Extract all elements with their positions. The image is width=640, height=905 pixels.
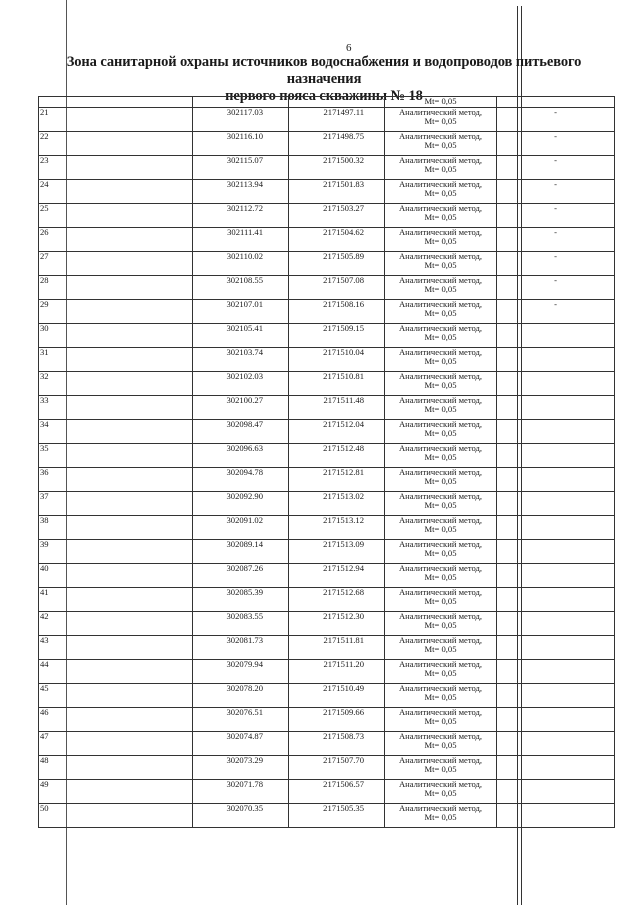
cell-method <box>385 563 497 587</box>
method-name: Аналитический метод, <box>398 659 483 669</box>
method-name: Аналитический метод, <box>398 707 483 717</box>
method-name: Аналитический метод, <box>398 395 483 405</box>
cell-note <box>497 443 615 467</box>
cell-y: 2171508.73 <box>289 731 385 755</box>
cell-num: 40 <box>39 563 193 587</box>
cell-num: 21 <box>39 107 193 131</box>
method-accuracy: Мt= 0,05 <box>424 332 457 342</box>
cell-x: 302087.26 <box>193 563 289 587</box>
cell-note <box>497 563 615 587</box>
cell-x: 302073.29 <box>193 755 289 779</box>
method-name: Аналитический метод, <box>398 155 483 165</box>
method-accuracy: Мt= 0,05 <box>424 500 457 510</box>
method-name: Аналитический метод, <box>398 347 483 357</box>
cell-note: - <box>497 179 615 203</box>
table-row <box>39 371 615 395</box>
cell-num: 34 <box>39 419 193 443</box>
method-accuracy: Мt= 0,05 <box>424 356 457 366</box>
cell-method <box>385 347 497 371</box>
cell-note <box>497 635 615 659</box>
cell-y: 2171505.35 <box>289 803 385 827</box>
cell-num: 36 <box>39 467 193 491</box>
cell-x: 302089.14 <box>193 539 289 563</box>
cell-note <box>497 539 615 563</box>
cell-num: 22 <box>39 131 193 155</box>
cell-x: 302108.55 <box>193 275 289 299</box>
cell-num: 44 <box>39 659 193 683</box>
table-row <box>39 587 615 611</box>
method-accuracy: Мt= 0,05 <box>424 164 457 174</box>
method-accuracy: Мt= 0,05 <box>424 284 457 294</box>
cell-y: 2171510.49 <box>289 683 385 707</box>
cell-y: 2171511.81 <box>289 635 385 659</box>
table-row <box>39 251 615 275</box>
method-name: Аналитический метод, <box>398 755 483 765</box>
cell-y: 2171511.20 <box>289 659 385 683</box>
method-name: Аналитический метод, <box>398 731 483 741</box>
cell-note: - <box>497 131 615 155</box>
cell-note <box>497 419 615 443</box>
cell-y: 2171513.02 <box>289 491 385 515</box>
cell-x: 302105.41 <box>193 323 289 347</box>
table-row <box>39 203 615 227</box>
method-name: Аналитический метод, <box>398 179 483 189</box>
cell-note: - <box>497 299 615 323</box>
cell-x: 302107.01 <box>193 299 289 323</box>
cell-method <box>385 107 497 131</box>
cell-method <box>385 251 497 275</box>
cell-y: 2171497.11 <box>289 107 385 131</box>
table-row <box>39 563 615 587</box>
table-row <box>39 539 615 563</box>
method-name: Аналитический метод, <box>398 203 483 213</box>
cell-y: 2171510.81 <box>289 371 385 395</box>
method-accuracy: Мt= 0,05 <box>424 452 457 462</box>
cell-num: 30 <box>39 323 193 347</box>
cell-note <box>497 683 615 707</box>
cell-x: 302113.94 <box>193 179 289 203</box>
table-row <box>39 155 615 179</box>
cell-num: 26 <box>39 227 193 251</box>
cell-y: 2171505.89 <box>289 251 385 275</box>
cell-note: - <box>497 203 615 227</box>
coordinates-table-wrapper <box>38 96 614 828</box>
method-accuracy: Мt= 0,05 <box>424 716 457 726</box>
method-accuracy: Мt= 0,05 <box>424 380 457 390</box>
method-accuracy: Мt= 0,05 <box>424 404 457 414</box>
cell-x: 302070.35 <box>193 803 289 827</box>
method-name: Аналитический метод, <box>398 635 483 645</box>
cell-y: 2171501.83 <box>289 179 385 203</box>
cell-note: - <box>497 227 615 251</box>
cell-y: 2171507.08 <box>289 275 385 299</box>
table-row <box>39 659 615 683</box>
cell-note <box>497 491 615 515</box>
cell-note <box>497 323 615 347</box>
cell-method <box>385 779 497 803</box>
table-row <box>39 803 615 827</box>
method-name: Аналитический метод, <box>398 683 483 693</box>
cell-num: 41 <box>39 587 193 611</box>
method-accuracy: Мt= 0,05 <box>424 812 457 822</box>
table-row <box>39 107 615 131</box>
table-row <box>39 395 615 419</box>
cell-num: 25 <box>39 203 193 227</box>
cell-note: - <box>497 251 615 275</box>
cell-num: 42 <box>39 611 193 635</box>
cell-num: 47 <box>39 731 193 755</box>
cell-method <box>385 803 497 827</box>
method-accuracy: Мt= 0,05 <box>424 644 457 654</box>
cell-note <box>497 97 615 108</box>
cell-y: 2171504.62 <box>289 227 385 251</box>
table-row <box>39 179 615 203</box>
cell-y: 2171512.48 <box>289 443 385 467</box>
method-accuracy: Мt= 0,05 <box>424 476 457 486</box>
cell-method <box>385 731 497 755</box>
cell-x: 302081.73 <box>193 635 289 659</box>
cell-note <box>497 395 615 419</box>
method-accuracy: Мt= 0,05 <box>424 764 457 774</box>
method-name: Аналитический метод, <box>398 443 483 453</box>
cell-method <box>385 179 497 203</box>
cell-x: 302078.20 <box>193 683 289 707</box>
cell-x: 302103.74 <box>193 347 289 371</box>
method-name: Аналитический метод, <box>398 227 483 237</box>
cell-note <box>497 779 615 803</box>
cell-y: 2171512.81 <box>289 467 385 491</box>
cell-num: 37 <box>39 491 193 515</box>
cell-num: 28 <box>39 275 193 299</box>
cell-x: 302112.72 <box>193 203 289 227</box>
cell-y: 2171513.12 <box>289 515 385 539</box>
cell-method <box>385 635 497 659</box>
cell-x: 302092.90 <box>193 491 289 515</box>
method-name: Аналитический метод, <box>398 299 483 309</box>
method-name: Аналитический метод, <box>398 539 483 549</box>
method-name: Аналитический метод, <box>398 467 483 477</box>
method-name: Аналитический метод, <box>398 131 483 141</box>
cell-y: 2171506.57 <box>289 779 385 803</box>
cell-x: 302102.03 <box>193 371 289 395</box>
coordinates-table-body <box>39 97 615 828</box>
cell-x: 302076.51 <box>193 707 289 731</box>
cell-x: 302098.47 <box>193 419 289 443</box>
cell-y: 2171512.30 <box>289 611 385 635</box>
table-row <box>39 419 615 443</box>
method-accuracy: Мt= 0,05 <box>424 236 457 246</box>
cell-method <box>385 515 497 539</box>
cell-note <box>497 347 615 371</box>
cell-note: - <box>497 275 615 299</box>
method-name: Аналитический метод, <box>398 803 483 813</box>
cell-num: 31 <box>39 347 193 371</box>
method-accuracy: Мt= 0,05 <box>424 620 457 630</box>
table-row <box>39 707 615 731</box>
cell-num: 43 <box>39 635 193 659</box>
cell-x: 302096.63 <box>193 443 289 467</box>
cell-method <box>385 419 497 443</box>
table-row <box>39 443 615 467</box>
cell-method <box>385 323 497 347</box>
method-accuracy: Мt= 0,05 <box>424 260 457 270</box>
cell-x: 302094.78 <box>193 467 289 491</box>
cell-method <box>385 227 497 251</box>
cell-y: 2171512.94 <box>289 563 385 587</box>
cell-method <box>385 131 497 155</box>
cell-y: 2171512.04 <box>289 419 385 443</box>
cell-x: 302083.55 <box>193 611 289 635</box>
cell-num: 49 <box>39 779 193 803</box>
method-name: Аналитический метод, <box>398 779 483 789</box>
cell-method <box>385 467 497 491</box>
method-accuracy: Мt= 0,05 <box>424 140 457 150</box>
method-accuracy: Мt= 0,05 <box>424 596 457 606</box>
cell-note <box>497 731 615 755</box>
cell-num: 46 <box>39 707 193 731</box>
cell-note <box>497 707 615 731</box>
method-name: Аналитический метод, <box>398 491 483 501</box>
cell-x: 302071.78 <box>193 779 289 803</box>
cell-method <box>385 539 497 563</box>
cell-method <box>385 203 497 227</box>
cell-method <box>385 707 497 731</box>
cell-num: 48 <box>39 755 193 779</box>
cell-x: 302091.02 <box>193 515 289 539</box>
cell-num: 24 <box>39 179 193 203</box>
cell-note <box>497 587 615 611</box>
cell-note <box>497 755 615 779</box>
cell-num: 45 <box>39 683 193 707</box>
cell-method <box>385 491 497 515</box>
cell-note: - <box>497 155 615 179</box>
table-row <box>39 731 615 755</box>
cell-method <box>385 659 497 683</box>
table-row <box>39 779 615 803</box>
table-row <box>39 299 615 323</box>
cell-y: 2171512.68 <box>289 587 385 611</box>
method-name: Аналитический метод, <box>398 419 483 429</box>
method-accuracy: Мt= 0,05 <box>424 212 457 222</box>
cell-note <box>497 371 615 395</box>
cell-num: 29 <box>39 299 193 323</box>
cell-y: 2171507.70 <box>289 755 385 779</box>
cell-num: 23 <box>39 155 193 179</box>
cell-method <box>385 299 497 323</box>
method-name: Аналитический метод, <box>398 323 483 333</box>
cell-method <box>385 275 497 299</box>
cell-note <box>497 515 615 539</box>
method-accuracy: Мt= 0,05 <box>424 788 457 798</box>
coordinates-table <box>38 96 615 828</box>
table-row <box>39 515 615 539</box>
method-accuracy: Мt= 0,05 <box>424 524 457 534</box>
title-line-2: первого пояса скважины № 18 <box>225 88 423 104</box>
table-row <box>39 611 615 635</box>
cell-x: 302115.07 <box>193 155 289 179</box>
cell-num <box>39 97 193 108</box>
method-name: Аналитический метод, <box>398 515 483 525</box>
cell-x <box>193 97 289 108</box>
cell-y: 2171498.75 <box>289 131 385 155</box>
method-name: Аналитический метод, <box>398 107 483 117</box>
method-accuracy: Мt= 0,05 <box>424 548 457 558</box>
table-row <box>39 227 615 251</box>
cell-y: 2171508.16 <box>289 299 385 323</box>
cell-note: - <box>497 107 615 131</box>
cell-method <box>385 587 497 611</box>
table-row <box>39 131 615 155</box>
table-row <box>39 683 615 707</box>
cell-x: 302111.41 <box>193 227 289 251</box>
cell-note <box>497 467 615 491</box>
table-row <box>39 467 615 491</box>
method-name: Аналитический метод, <box>398 611 483 621</box>
cell-y: 2171513.09 <box>289 539 385 563</box>
method-accuracy: Мt= 0,05 <box>424 428 457 438</box>
cell-x: 302079.94 <box>193 659 289 683</box>
cell-method <box>385 611 497 635</box>
cell-method <box>385 155 497 179</box>
cell-x: 302110.02 <box>193 251 289 275</box>
cell-y: 2171509.15 <box>289 323 385 347</box>
cell-y: 2171511.48 <box>289 395 385 419</box>
cell-y <box>289 97 385 108</box>
cell-method <box>385 683 497 707</box>
table-row <box>39 323 615 347</box>
cell-num: 50 <box>39 803 193 827</box>
cell-y: 2171500.32 <box>289 155 385 179</box>
cell-y: 2171510.04 <box>289 347 385 371</box>
method-accuracy: Мt= 0,05 <box>424 740 457 750</box>
table-row-continuation <box>39 97 615 108</box>
cell-num: 38 <box>39 515 193 539</box>
title-line-1: Зона санитарной охраны источников водоснабжения и водопроводов питьевого назначения <box>66 54 582 87</box>
cell-y: 2171509.66 <box>289 707 385 731</box>
cell-num: 33 <box>39 395 193 419</box>
cell-x: 302085.39 <box>193 587 289 611</box>
method-name: Аналитический метод, <box>398 587 483 597</box>
cell-method <box>385 371 497 395</box>
table-row <box>39 491 615 515</box>
cell-note <box>497 611 615 635</box>
method-accuracy: Мt= 0,05 <box>424 692 457 702</box>
method-name: Аналитический метод, <box>398 251 483 261</box>
cell-method: Мt= 0,05 <box>385 97 497 108</box>
cell-num: 27 <box>39 251 193 275</box>
cell-note <box>497 803 615 827</box>
cell-y: 2171503.27 <box>289 203 385 227</box>
cell-x: 302100.27 <box>193 395 289 419</box>
cell-num: 35 <box>39 443 193 467</box>
method-name: Аналитический метод, <box>398 371 483 381</box>
method-name: Аналитический метод, <box>398 563 483 573</box>
cell-x: 302117.03 <box>193 107 289 131</box>
table-row <box>39 635 615 659</box>
method-accuracy: Мt= 0,05 <box>424 188 457 198</box>
method-accuracy: Мt= 0,05 <box>424 308 457 318</box>
table-row <box>39 755 615 779</box>
cell-method <box>385 755 497 779</box>
cell-x: 302074.87 <box>193 731 289 755</box>
table-row <box>39 347 615 371</box>
method-accuracy: Мt= 0,05 <box>424 116 457 126</box>
cell-num: 39 <box>39 539 193 563</box>
table-row <box>39 275 615 299</box>
method-name: Аналитический метод, <box>398 275 483 285</box>
cell-num: 32 <box>39 371 193 395</box>
cell-note <box>497 659 615 683</box>
method-accuracy: Мt= 0,05 <box>424 572 457 582</box>
cell-method <box>385 443 497 467</box>
method-accuracy: Мt= 0,05 <box>424 668 457 678</box>
cell-x: 302116.10 <box>193 131 289 155</box>
cell-method <box>385 395 497 419</box>
page-number: 6 <box>346 42 352 54</box>
